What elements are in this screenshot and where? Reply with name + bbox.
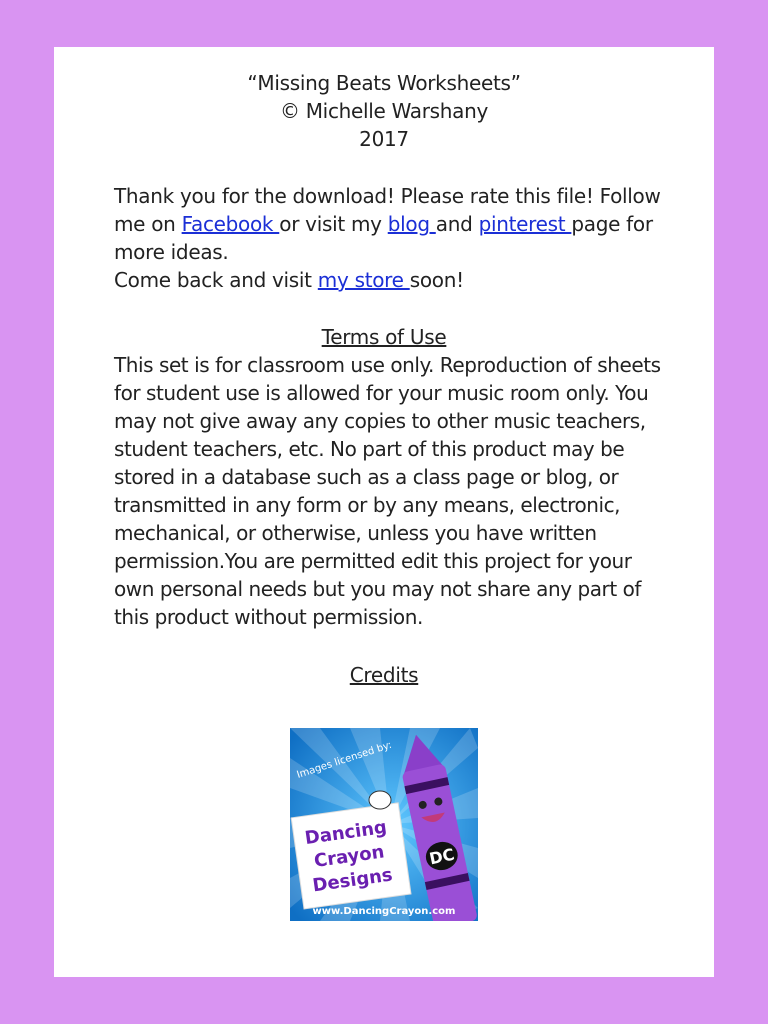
intro-text: and bbox=[435, 212, 479, 236]
intro-text: page for more ideas. bbox=[114, 212, 653, 264]
crayon-label: DC bbox=[427, 844, 457, 869]
copyright-line: © Michelle Warshany bbox=[279, 99, 489, 123]
credits-heading: Credits bbox=[349, 663, 419, 687]
document-title: “Missing Beats Worksheets” bbox=[247, 71, 521, 95]
blog-link[interactable]: blog bbox=[387, 212, 436, 236]
intro-text: soon! bbox=[409, 268, 464, 292]
document-page bbox=[54, 47, 714, 977]
facebook-link[interactable]: Facebook bbox=[181, 212, 280, 236]
logo-url: www.DancingCrayon.com bbox=[312, 906, 456, 917]
store-link[interactable]: my store bbox=[317, 268, 410, 292]
licensed-by-text: Images licensed by: bbox=[295, 739, 394, 781]
document-header bbox=[54, 69, 714, 153]
intro-text: Thank you for the download! Please rate this file! Follow me on bbox=[114, 184, 661, 236]
pinterest-link[interactable]: pinterest bbox=[478, 212, 572, 236]
terms-heading: Terms of Use bbox=[321, 325, 447, 349]
intro-paragraph bbox=[114, 182, 674, 294]
logo-word-2: Crayon bbox=[312, 841, 386, 873]
logo-word-3: Designs bbox=[311, 864, 394, 897]
intro-text: Come back and visit bbox=[114, 268, 318, 292]
logo-word-1: Dancing bbox=[303, 816, 389, 850]
intro-text: or visit my bbox=[279, 212, 388, 236]
terms-body: This set is for classroom use only. Reproduction of sheets for student use is allowed for your music room only. You may not give away any copies to other music teachers, student teachers, etc. No part of this product may be stored in a database such as a class page or blog, or transmitted in any form or by any means, electronic, mechanical, or otherwise, unless you have written permission.You are permitted edit this project for your own personal needs but you may not share any part of this product without permission. bbox=[114, 353, 661, 629]
year-line: 2017 bbox=[359, 127, 409, 151]
dancing-crayon-logo bbox=[290, 728, 478, 921]
